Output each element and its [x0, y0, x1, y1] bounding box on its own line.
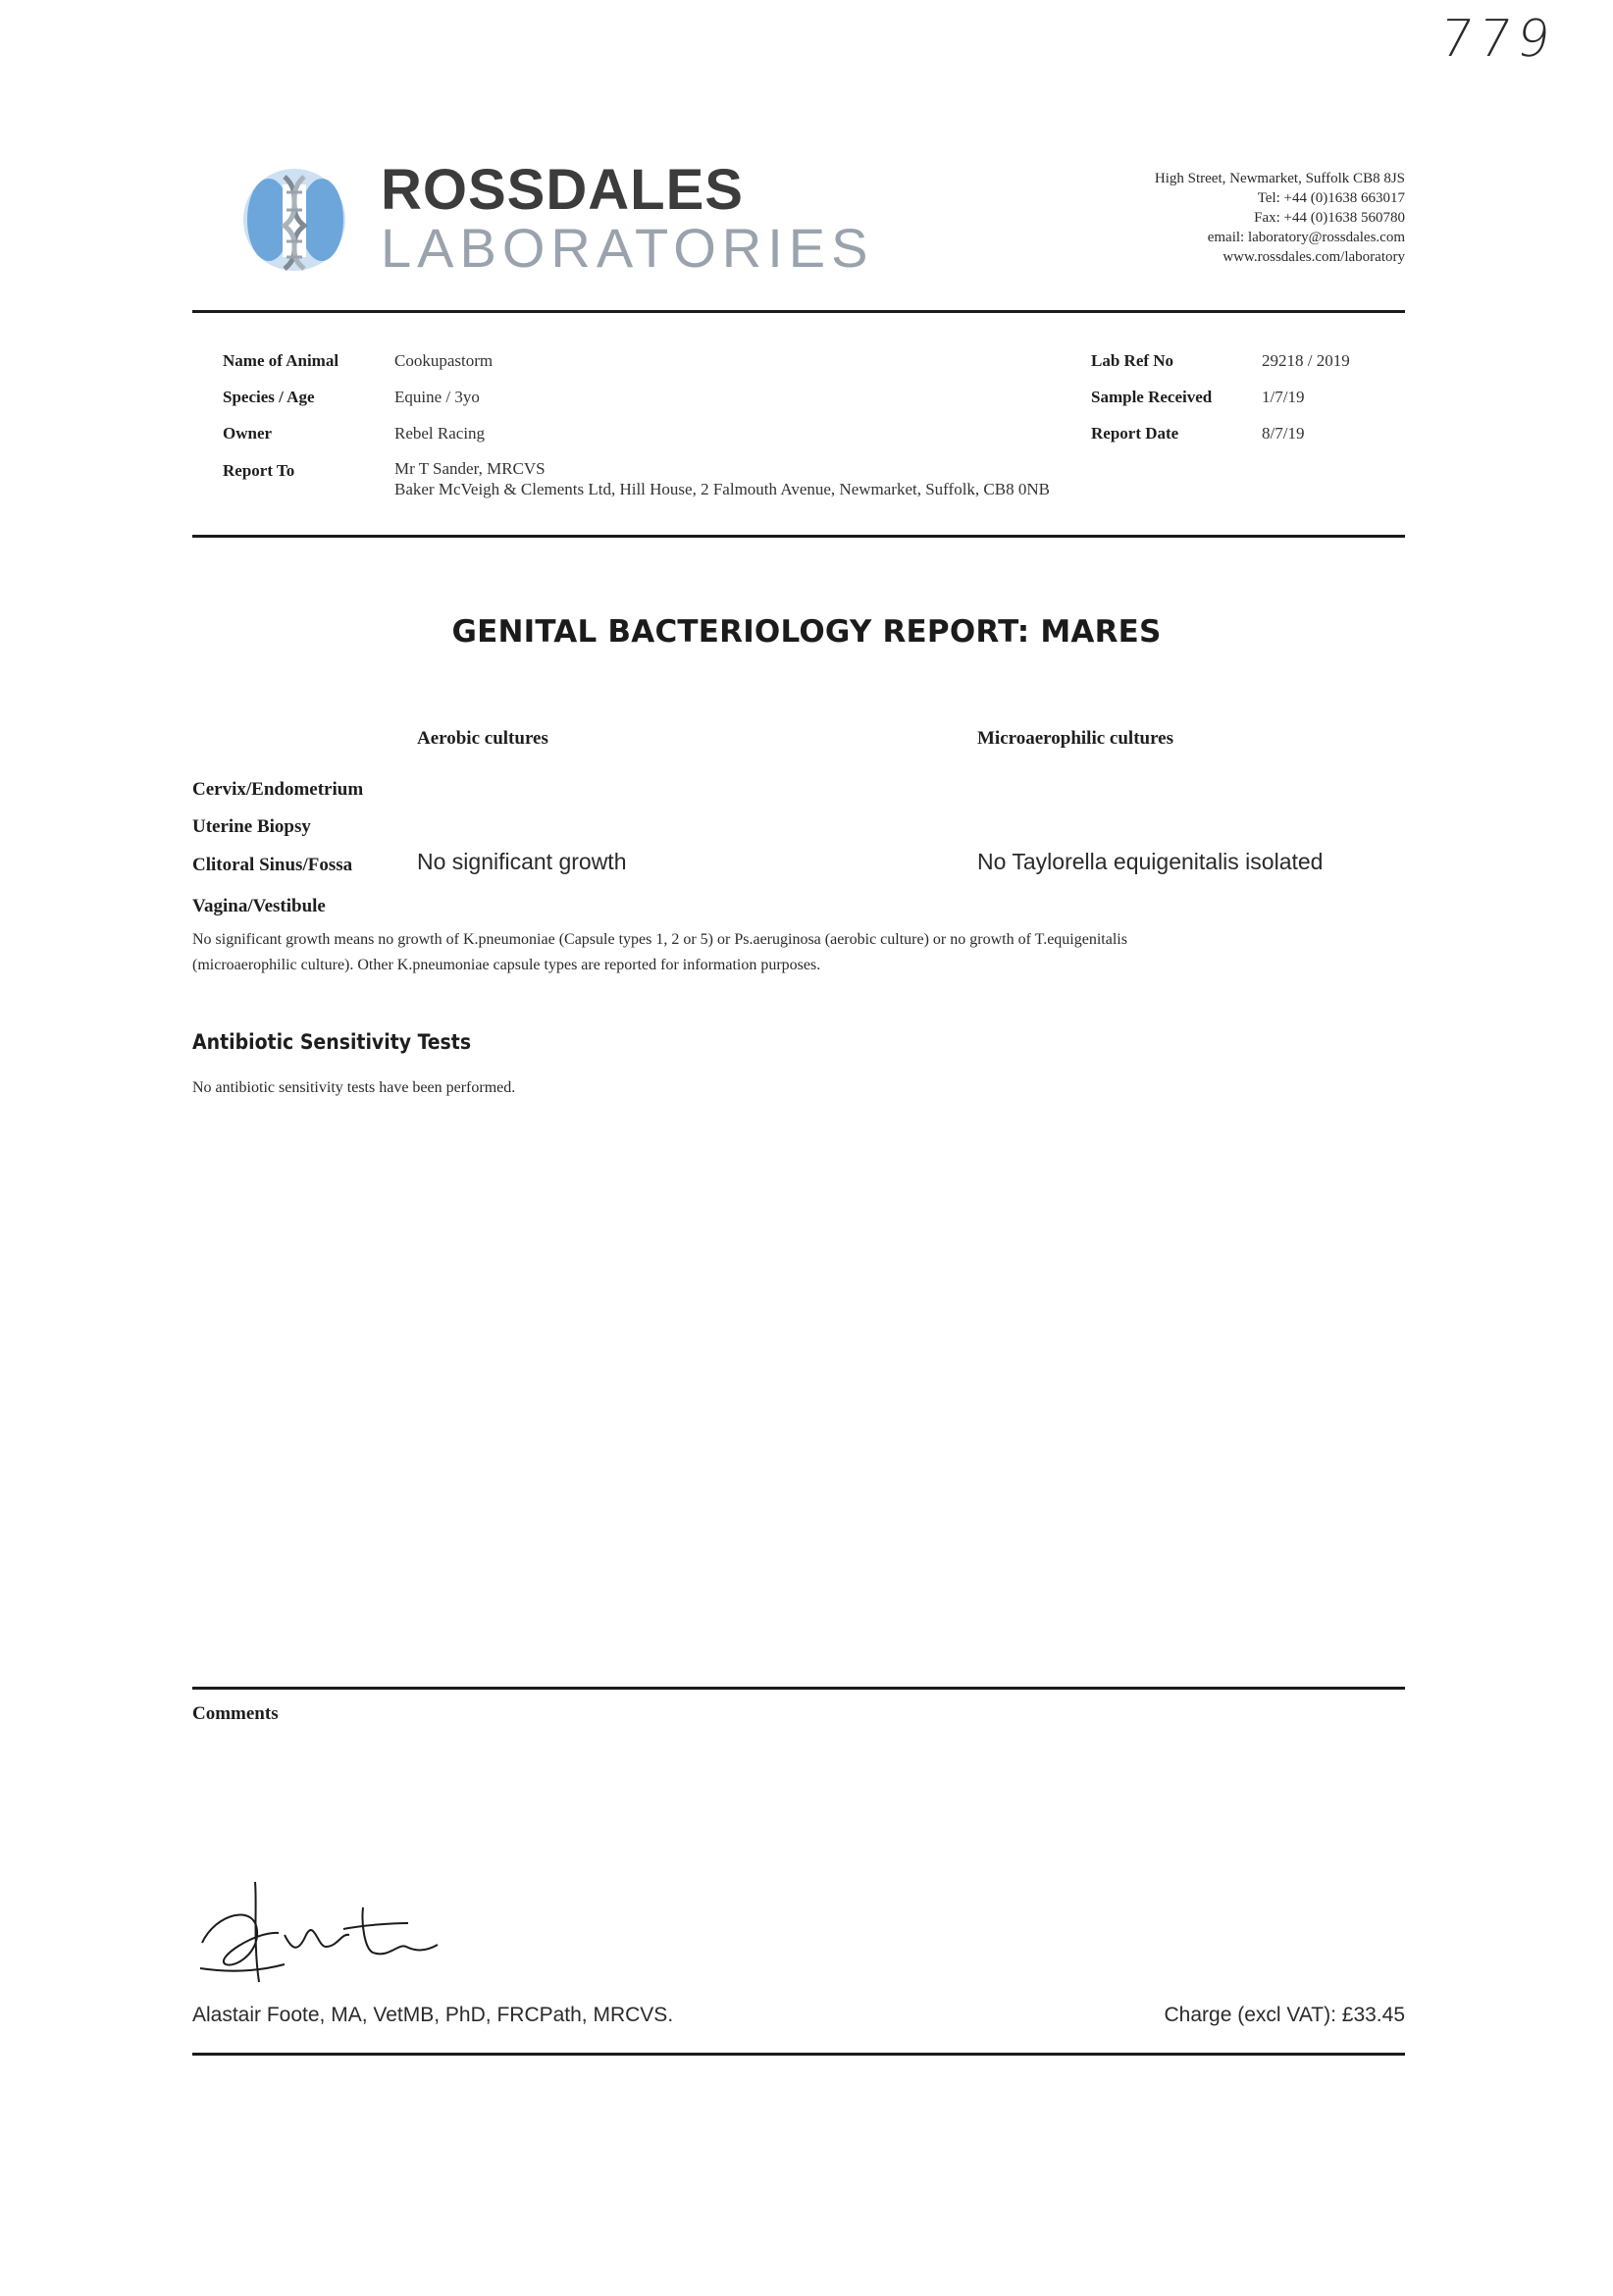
microaerophilic-result: No Taylorella equigenitalis isolated [977, 849, 1324, 874]
contact-email: email: laboratory@rossdales.com [1207, 230, 1405, 245]
comments-heading: Comments [192, 1703, 279, 1724]
site-vagina-vestibule: Vagina/Vestibule [192, 896, 326, 916]
report-title: GENITAL BACTERIOLOGY REPORT: MARES [451, 614, 1162, 650]
culture-footnote-line-1: No significant growth means no growth of K.pneumoniae (Capsule types 1, 2 or 5) or Ps.aeruginosa (aerobic culture) or no growth of T.equigenitalis [192, 931, 1127, 948]
signature [196, 1874, 520, 1992]
owner-value: Rebel Racing [394, 424, 486, 443]
site-cervix-endometrium: Cervix/Endometrium [192, 779, 364, 800]
patient-divider [192, 535, 1405, 538]
report-date-label: Report Date [1091, 424, 1179, 443]
microaerophilic-cultures-heading: Microaerophilic cultures [977, 728, 1174, 749]
report-to-address: Baker McVeigh & Clements Ltd, Hill House, 2 Falmouth Avenue, Newmarket, Suffolk, CB8 0NB [394, 480, 1050, 498]
sample-received-label: Sample Received [1091, 388, 1213, 406]
name-of-animal-label: Name of Animal [223, 351, 339, 370]
species-age-value: Equine / 3yo [394, 388, 480, 406]
comments-divider [192, 1687, 1405, 1690]
lab-ref-label: Lab Ref No [1091, 351, 1174, 370]
owner-label: Owner [223, 424, 273, 443]
site-uterine-biopsy: Uterine Biopsy [192, 816, 311, 837]
contact-tel: Tel: +44 (0)1638 663017 [1257, 190, 1405, 206]
header-divider [192, 310, 1405, 313]
report-to-label: Report To [223, 461, 295, 480]
logo-subtitle: LABORATORIES [381, 217, 874, 279]
culture-footnote-line-2: (microaerophilic culture). Other K.pneumoniae capsule types are reported for information purposes. [192, 957, 821, 973]
page-number: 779 [1435, 10, 1560, 69]
contact-fax: Fax: +44 (0)1638 560780 [1254, 210, 1405, 226]
footer-divider [192, 2053, 1405, 2056]
contact-address: High Street, Newmarket, Suffolk CB8 8JS [1154, 171, 1405, 186]
site-clitoral-sinus-fossa: Clitoral Sinus/Fossa [192, 855, 353, 875]
contact-website: www.rossdales.com/laboratory [1223, 249, 1405, 265]
aerobic-cultures-heading: Aerobic cultures [417, 728, 548, 749]
contact-block [1155, 169, 1405, 267]
lab-ref-value: 29218 / 2019 [1262, 351, 1350, 370]
rossdales-logo-icon [234, 155, 359, 281]
antibiotic-text: No antibiotic sensitivity tests have been performed. [192, 1079, 516, 1096]
antibiotic-heading: Antibiotic Sensitivity Tests [192, 1030, 472, 1054]
aerobic-result: No significant growth [417, 849, 627, 874]
charge: Charge (excl VAT): £33.45 [1164, 2004, 1405, 2026]
signatory: Alastair Foote, MA, VetMB, PhD, FRCPath, MRCVS. [192, 2004, 674, 2026]
species-age-label: Species / Age [223, 388, 315, 406]
sample-received-value: 1/7/19 [1262, 388, 1305, 406]
name-of-animal-value: Cookupastorm [394, 351, 494, 370]
report-date-value: 8/7/19 [1262, 424, 1305, 443]
report-to-name: Mr T Sander, MRCVS [394, 459, 546, 478]
logo-title: ROSSDALES [381, 158, 744, 222]
